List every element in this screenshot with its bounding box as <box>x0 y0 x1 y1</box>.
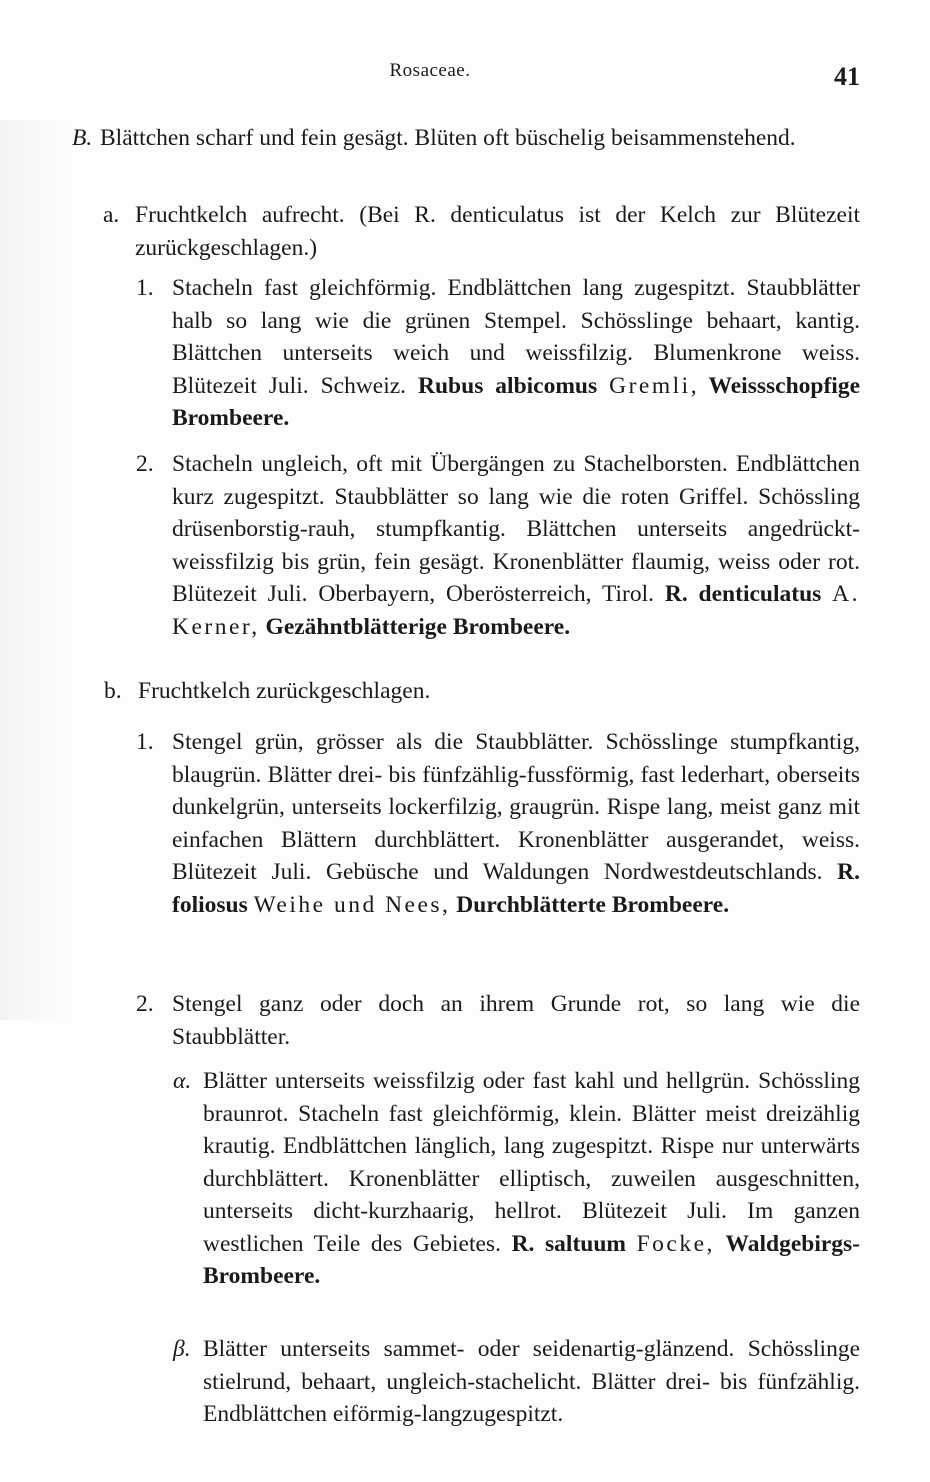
entry-number: 2. <box>136 451 154 477</box>
entry-greek-label: α. <box>173 1068 192 1094</box>
subsection-b-paragraph <box>104 675 860 708</box>
show-through-shadow <box>0 120 70 1020</box>
entry-red-stem <box>136 988 860 1053</box>
subsection-text: Fruchtkelch aufrecht. (Bei R. denticulatus ist der Kelch zur Blütezeit zurückgeschlagen.) <box>135 202 860 261</box>
common-name: Waldgebirgs-Brombeere. <box>203 1230 860 1289</box>
section-b-paragraph <box>72 122 860 155</box>
common-name: Gezähntblätterige Brombeere. <box>265 613 571 640</box>
entry-description: Stengel grün, grösser als die Staubblätter. Schösslinge stumpfkantig, blaugrün. Blätter drei- bis fünfzählig-fussförmig, fast lederhart, oberseits dunkelgrün, unterseits lockerfilzig, graugrün. Rispe lang, meist ganz mit einfachen Blättern durchblättert. Kronenblätter ausgerandet, weiss. Blütezeit Juli. Gebüsche und Waldungen Nordwestdeutschlands. <box>172 729 860 885</box>
entry-description: Blätter unterseits sammet- oder seidenartig-glänzend. Schösslinge stielrund, behaart, ungleich-stachelicht. Blätter drei- bis fünfzählig. Endblättchen eiförmig-langzugespitzt. <box>203 1336 860 1427</box>
subsection-a-paragraph <box>103 199 860 264</box>
section-text: Blättchen scharf und fein gesägt. Blüten oft büschelig beisammenstehend. <box>100 125 796 151</box>
entry-beta <box>173 1333 860 1431</box>
entry-description: Stengel ganz oder doch an ihrem Grunde rot, so lang wie die Staubblätter. <box>172 991 860 1050</box>
subsection-label: a. <box>103 202 120 228</box>
entry-greek-label: β. <box>173 1336 191 1362</box>
entry-description: Blätter unterseits weissfilzig oder fast kahl und hellgrün. Schössling braunrot. Stacheln fast gleichförmig, klein. Blätter meist dreizählig krautig. Endblättchen länglich, lang zugespitzt. Rispe nur unterwärts durchblättert. Kronenblätter elliptisch, zuweilen ausgeschnitten, unterseits dicht-kurzhaarig, hellrot. Blütezeit Juli. Im ganzen westlichen Teile des Gebietes. <box>203 1068 860 1257</box>
page-number: 41 <box>834 62 860 91</box>
entry-rubus-foliosus <box>136 726 860 921</box>
entry-number: 2. <box>136 991 154 1017</box>
species-author: Gremli <box>609 372 691 399</box>
common-name: Durchblätterte Brombeere. <box>456 891 730 918</box>
species-name: R. foliosus <box>172 859 860 918</box>
species-author: Weihe und Nees, <box>253 891 451 918</box>
entry-number: 1. <box>136 275 154 301</box>
common-name: Weissschopfige Brombeere. <box>172 372 861 431</box>
section-label: B. <box>72 125 93 151</box>
species-author: Focke, <box>636 1230 715 1257</box>
entry-number: 1. <box>136 729 154 755</box>
species-author: A. Kerner, <box>172 581 861 640</box>
running-header: Rosaceae. <box>389 60 471 81</box>
entry-rubus-saltuum <box>173 1065 860 1293</box>
species-name: R. saltuum <box>511 1230 626 1257</box>
entry-description: Stacheln ungleich, oft mit Übergängen zu Stachelborsten. Endblättchen kurz zugespitzt. Staubblätter so lang wie die roten Griffel. Schössling drüsenborstig-rauh, stumpfkantig. Blättchen unterseits angedrückt-weissfilzig bis grün, fein gesägt. Kronenblätter flaumig, weiss oder rot. Blütezeit Juli. Oberbayern, Oberösterreich, Tirol. <box>172 451 860 607</box>
entry-rubus-denticulatus <box>136 448 861 643</box>
species-name: Rubus albicomus <box>418 372 598 399</box>
species-name: R. denticulatus <box>664 581 822 607</box>
entry-description: Stacheln fast gleichförmig. Endblättchen lang zugespitzt. Staubblätter halb so lang wie die grünen Stempel. Schösslinge behaart, kantig. Blättchen unterseits weich und weissfilzig. Blumenkrone weiss. Blütezeit Juli. Schweiz. <box>172 275 860 399</box>
subsection-label: b. <box>104 678 122 704</box>
entry-rubus-albicomus: 1. Stacheln fast gleichförmig. Endblättchen lang zugespitzt. Staubblätter halb so lang wie die grünen Stempel. Schösslinge behaart, kantig. Blättchen unterseits weich und weissfilzig. Blumenkrone weiss. Blütezeit Juli. Schweiz. Rubus albicomus Gremli, Weissschopfige Brombeere. <box>172 272 860 435</box>
subsection-text: Fruchtkelch zurückgeschlagen. <box>138 678 431 704</box>
